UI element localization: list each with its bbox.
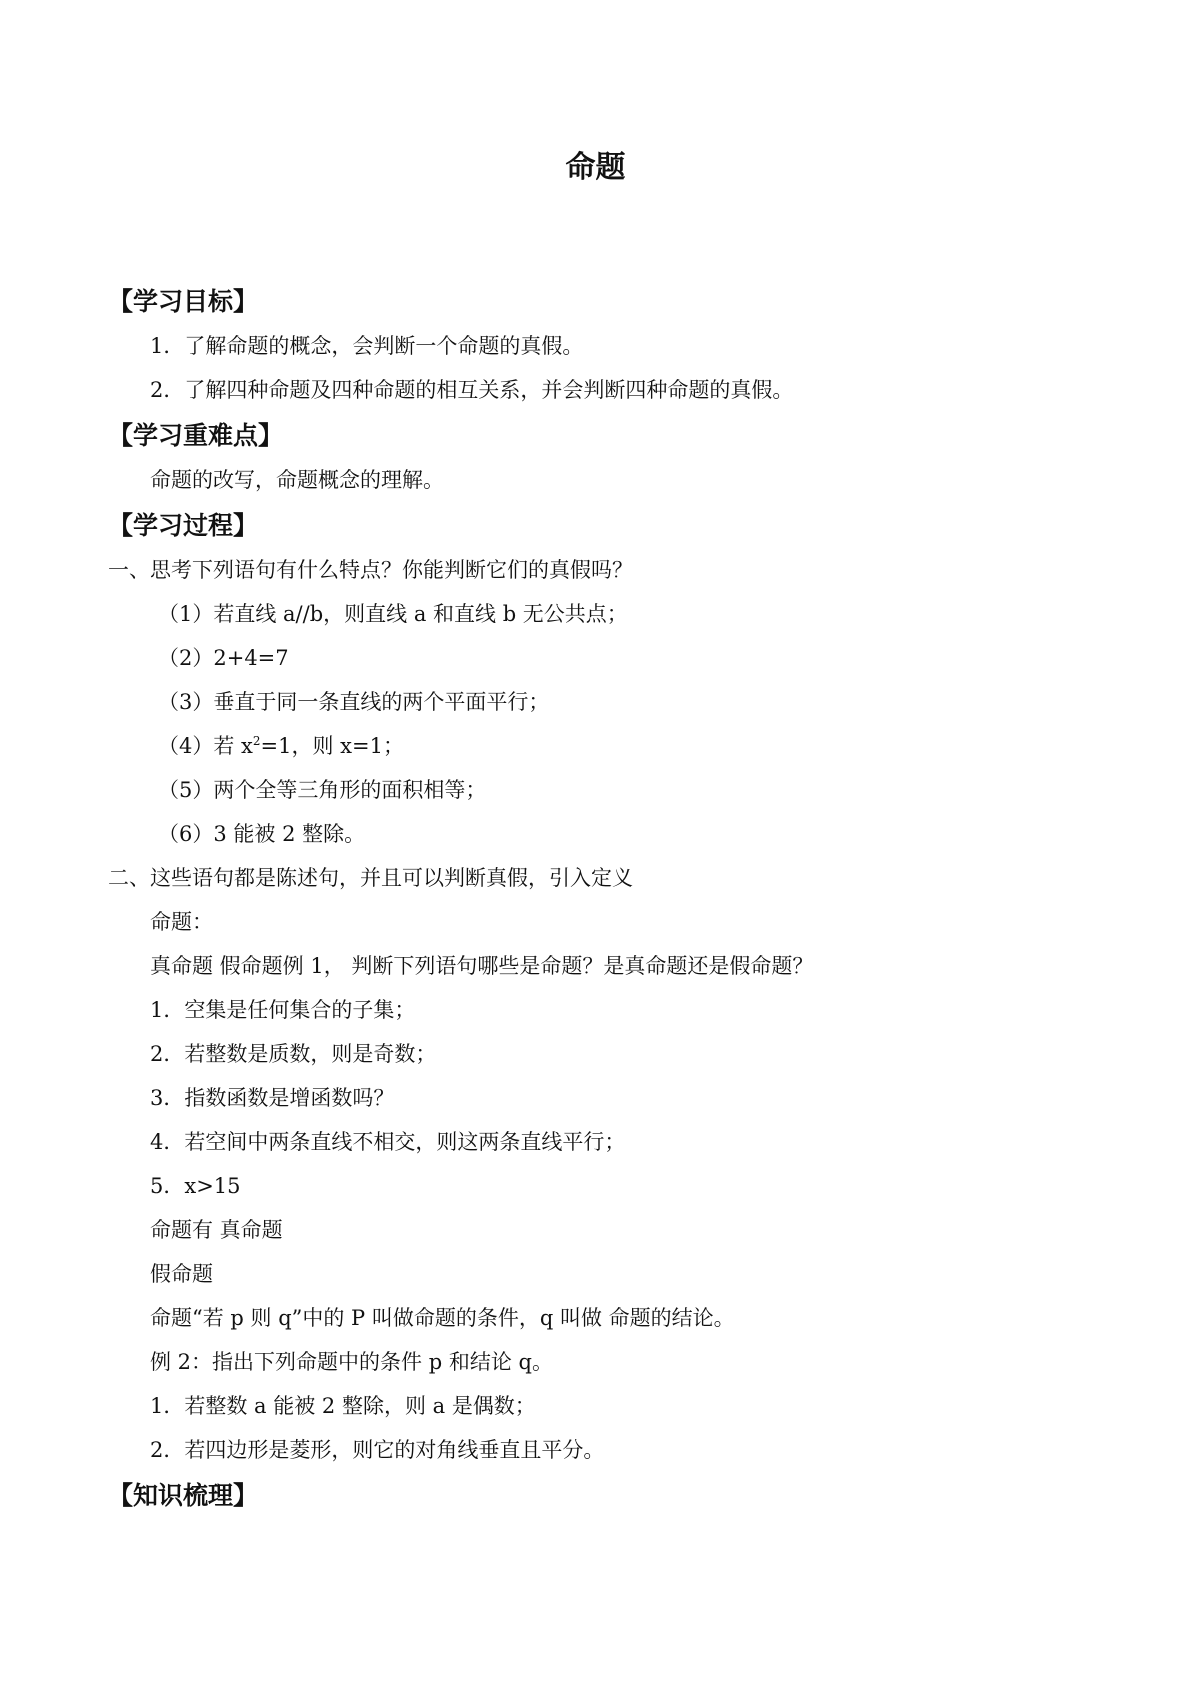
body-line: 2．若整数是质数，则是奇数； <box>150 1042 437 1066</box>
statement-suffix: =1，则 x=1； <box>260 734 404 758</box>
section-heading-summary: 【知识梳理】 <box>108 1481 259 1510</box>
statement-item: （3）垂直于同一条直线的两个平面平行； <box>158 690 550 714</box>
statement-item <box>158 731 404 761</box>
section-heading-goals: 【学习目标】 <box>108 287 259 316</box>
statement-item: （1）若直线 a//b，则直线 a 和直线 b 无公共点； <box>158 602 628 626</box>
body-line: 例 2：指出下列命题中的条件 p 和结论 q。 <box>150 1350 553 1374</box>
body-line: 假命题 <box>150 1262 213 1286</box>
goal-item: 1．了解命题的概念，会判断一个命题的真假。 <box>150 334 584 358</box>
body-line: 2．若四边形是菱形，则它的对角线垂直且平分。 <box>150 1438 605 1462</box>
body-line: 4．若空间中两条直线不相交，则这两条直线平行； <box>150 1130 626 1154</box>
body-line: 真命题 假命题例 1， 判断下列语句哪些是命题？是真命题还是假命题？ <box>150 954 814 978</box>
section-heading-process: 【学习过程】 <box>108 511 259 540</box>
part1-title: 一、思考下列语句有什么特点？你能判断它们的真假吗？ <box>108 558 633 582</box>
body-line: 1．空集是任何集合的子集； <box>150 998 416 1022</box>
body-line: 1．若整数 a 能被 2 整除，则 a 是偶数； <box>150 1394 536 1418</box>
exponent: 2 <box>252 734 261 748</box>
page-title: 命题 <box>565 150 626 185</box>
statement-prefix: （4）若 x <box>158 734 253 758</box>
statement-item: （2）2+4=7 <box>158 646 289 670</box>
section-heading-keypoints: 【学习重难点】 <box>108 421 284 450</box>
keypoints-text: 命题的改写，命题概念的理解。 <box>150 468 444 492</box>
statement-item: （5）两个全等三角形的面积相等； <box>158 778 487 802</box>
part2-title: 二、这些语句都是陈述句，并且可以判断真假，引入定义 <box>108 866 633 890</box>
statement-item: （6）3 能被 2 整除。 <box>158 822 366 846</box>
body-line: 3．指数函数是增函数吗？ <box>150 1086 395 1110</box>
body-line: 命题“若 p 则 q”中的 P 叫做命题的条件，q 叫做 命题的结论。 <box>150 1306 735 1330</box>
goal-item: 2．了解四种命题及四种命题的相互关系，并会判断四种命题的真假。 <box>150 378 794 402</box>
body-line: 命题有 真命题 <box>150 1218 283 1242</box>
body-line: 5．x>15 <box>150 1174 241 1198</box>
body-line: 命题： <box>150 910 213 934</box>
